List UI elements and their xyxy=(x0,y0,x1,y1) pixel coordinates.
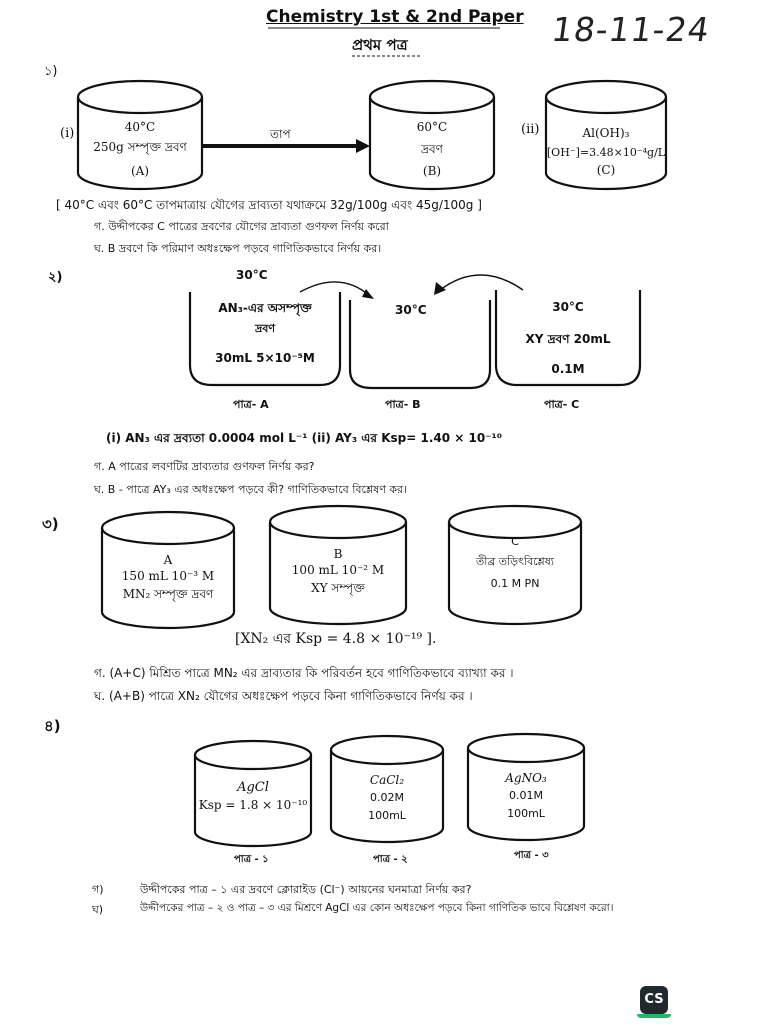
q2-label-a: পাত্র- A xyxy=(233,398,269,411)
q1-a-desc: 250g সম্পৃক্ত দ্রবণ xyxy=(93,140,187,154)
q4-beaker1-line2: Ksp = 1.8 × 10⁻¹⁰ xyxy=(198,798,308,812)
q4-beaker-2-shape xyxy=(331,736,443,842)
q3-a-line2: 150 mL 10⁻³ M xyxy=(121,569,215,583)
q2-question-gh: ঘ. B - পাত্রে AY₃ এর অধঃক্ষেপ পড়বে কী? গাণিতিকভাবে বিশ্লেষণ কর। xyxy=(94,483,408,496)
q4-label3: পাত্র - ৩ xyxy=(514,850,549,861)
q4-question-gh-tag: ঘ) xyxy=(92,903,104,916)
q3-question-gh: ঘ. (A+B) পাত্রে XN₂ যৌগের অধঃক্ষেপ পড়বে কিনা গাণিতিকভাবে নির্ণয় কর । xyxy=(94,689,473,703)
page-title: Chemistry 1st & 2nd Paper xyxy=(266,7,524,27)
page-subtitle: প্রথম পত্র xyxy=(352,36,408,54)
q4-beaker-3-shape xyxy=(468,734,584,840)
q2-arrow-heads xyxy=(362,282,446,299)
q4-beaker2-line2: 0.02M xyxy=(370,791,404,804)
handwritten-date: 18-11-24 xyxy=(549,10,713,49)
q1-c-line2: [OH⁻]=3.48×10⁻⁴g/L xyxy=(546,146,666,159)
q4-question-gh: উদ্দীপকের পাত্র – ২ ও পাত্র – ৩ এর মিশ্রণে AgCl এর কোন অধঃক্ষেপ পড়বে কিনা গাণিতিক ভাবে বিশ্লেষণ করো। xyxy=(140,902,614,914)
q1-arrow-label: তাপ xyxy=(270,127,291,141)
q3-b-line1: B xyxy=(333,547,343,561)
q2-c-line1: XY দ্রবণ 20mL xyxy=(525,332,611,346)
q2-number: ২) xyxy=(48,270,63,285)
q2-c-line2: 0.1M xyxy=(551,362,585,376)
q3-a-line1: A xyxy=(163,553,173,567)
q2-curved-arrows xyxy=(300,275,523,296)
q2-a-line2: দ্রবণ xyxy=(254,322,276,335)
q4-beaker1-line1: AgCl xyxy=(237,780,269,795)
q3-b-line3: XY সম্পৃক্ত xyxy=(311,581,365,595)
q1-question-g: গ. উদ্দীপকের C পাত্রের দ্রবণের যৌগের দ্রাব্যতা গুণফল নির্ণয় করো xyxy=(94,220,389,233)
q2-b-temp: 30°C xyxy=(395,303,427,317)
q4-beaker3-line2: 0.01M xyxy=(509,789,543,802)
q2-c-temp: 30°C xyxy=(552,300,584,314)
q3-note: [XN₂ এর Ksp = 4.8 × 10⁻¹⁹ ]. xyxy=(235,631,437,647)
q2-question-g: গ. A পাত্রের লবণটির দ্রাব্যতার গুণফল নির্ণয় কর? xyxy=(94,460,315,473)
q3-b-line2: 100 mL 10⁻² M xyxy=(291,563,385,577)
q1-left-tag: (i) xyxy=(60,126,75,141)
q1-c-label: (C) xyxy=(596,163,616,177)
q2-a-line3: 30mL 5×10⁻⁵M xyxy=(215,351,315,365)
q4-label2: পাত্র - ২ xyxy=(373,854,408,865)
q4-beaker2-line3: 100mL xyxy=(368,809,406,822)
q2-label-b: পাত্র- B xyxy=(385,398,421,411)
q2-top-temp: 30°C xyxy=(236,268,268,282)
q1-note: [ 40°C এবং 60°C তাপমাত্রায় যৌগের দ্রাব্যতা যথাক্রমে 32g/100g এবং 45g/100g ] xyxy=(56,198,482,212)
q1-b-temp: 60°C xyxy=(416,120,448,134)
q4-beaker3-line1: AgNO₃ xyxy=(505,771,547,785)
q4-question-g: উদ্দীপকের পাত্র – ১ এর দ্রবণে ক্লোরাইড (Cl⁻) আয়নের ঘনমাত্রা নির্ণয় কর? xyxy=(140,883,472,896)
q3-question-g: গ. (A+C) মিশ্রিত পাত্রে MN₂ এর দ্রাব্যতার কি পরিবর্তন হবে গাণিতিকভাবে ব্যাখ্যা কর । xyxy=(94,666,514,680)
q3-c-line3: 0.1 M PN xyxy=(490,577,540,590)
q2-given: (i) AN₃ এর দ্রব্যতা 0.0004 mol L⁻¹ (ii) AY₃ এর Ksp= 1.40 × 10⁻¹⁰ xyxy=(106,431,503,445)
q3-number: ৩) xyxy=(42,515,59,533)
q4-number: ৪) xyxy=(44,717,61,735)
q1-b-label: (B) xyxy=(422,164,442,178)
q1-c-line1: Al(OH)₃ xyxy=(582,126,630,140)
q2-a-line1: AN₃-এর অসম্পৃক্ত xyxy=(218,301,312,315)
camscanner-logo: CS xyxy=(640,986,668,1014)
q4-label1: পাত্র - ১ xyxy=(234,854,269,865)
q4-beaker2-line1: CaCl₂ xyxy=(369,773,405,787)
q4-beaker3-line3: 100mL xyxy=(507,807,545,820)
q2-label-c: পাত্র- C xyxy=(544,398,580,411)
q3-c-line1: C xyxy=(511,535,519,548)
q4-question-g-tag: গ) xyxy=(92,883,104,896)
q1-question-gh: ঘ. B দ্রবণে কি পরিমাণ অধঃক্ষেপ পড়বে গাণিতিকভাবে নির্ণয় কর। xyxy=(94,242,382,255)
q1-b-desc: দ্রবণ xyxy=(421,142,443,156)
q3-c-line2: তীব্র তড়িৎবিশ্লেষ্য xyxy=(476,555,554,568)
q3-a-line3: MN₂ সম্পৃক্ত দ্রবণ xyxy=(122,587,214,601)
q1-a-temp: 40°C xyxy=(124,120,156,134)
q1-right-tag: (ii) xyxy=(521,122,540,137)
q1-a-label: (A) xyxy=(130,164,150,178)
q1-number: ১) xyxy=(44,64,58,79)
